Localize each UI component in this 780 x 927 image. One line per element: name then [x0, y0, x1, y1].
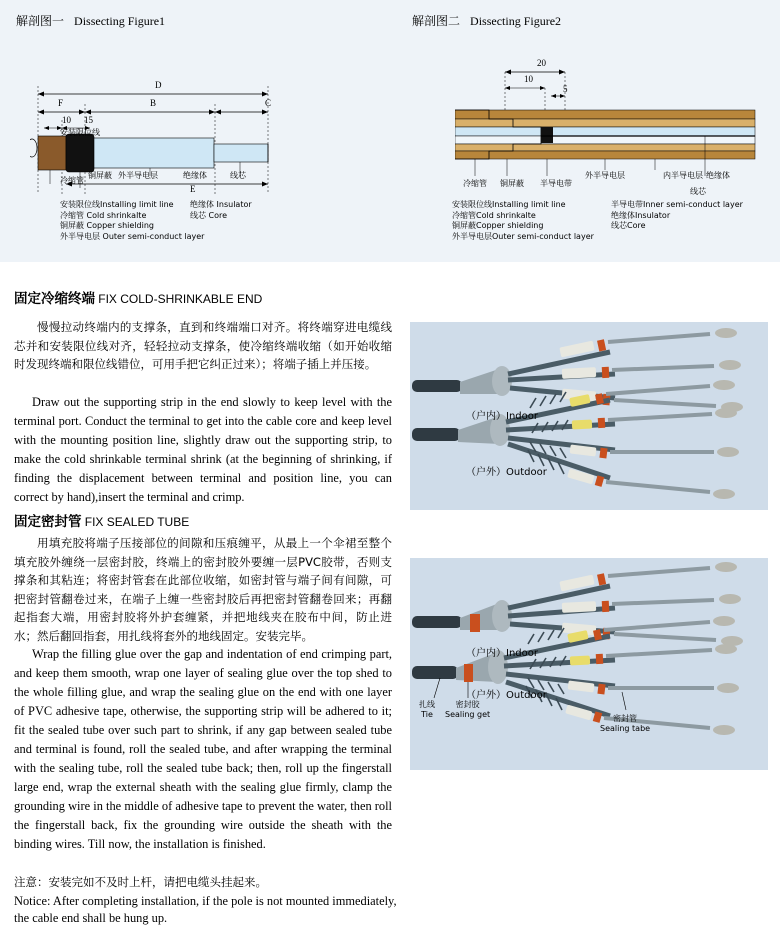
figure2-label-semi-tape: 半导电带 [540, 179, 572, 188]
photo2-illustration [410, 558, 768, 770]
section1-chinese-paragraph: 慢慢拉动终端内的支撑条，直到和终端端口对齐。将终端穿进电缆线芯并和安装限位线对齐，轻轻拉动支撑条，使冷缩终端收缩（如开始收缩时发现终端和限位线错位，可用手把它纠正过来）；将端子插上并压接。 [14, 320, 392, 371]
figure2-title-cn: 解剖图二 [412, 14, 461, 28]
section1-heading [14, 287, 262, 307]
figure2-legend2-item-2: 线芯Core [611, 221, 646, 230]
photo1-illustration [410, 322, 768, 510]
figure2-title-en: Dissecting Figure2 [470, 14, 562, 28]
figure2-legend-item-3: 外半导电层Outer semi-conduct layer [452, 231, 594, 241]
photo2-callout-sealing-glue: 密封胶 Sealing get [445, 700, 491, 719]
figure2-legend2-item-1: 绝缘体Insulator [611, 210, 671, 220]
figure1-dim-15: 15 [84, 115, 93, 125]
section1-english-paragraph: Draw out the supporting strip in the end slowly to keep level with the terminal port. Conduct the terminal to get into the cable core and keep level with the mounting position line, slightly draw out the supporting strip, to make the cold shrinkable terminal shrink (at the beginning of shrinking, if finding the displacement between terminal and position line, you can correct by hand),insert the terminal and crimp. [14, 395, 392, 504]
notice-chinese: 注意：安装完如不及时上杆，请把电缆头挂起来。 [14, 875, 267, 889]
figure1-legend-item-0: 安装限位线Installing limit line [60, 200, 174, 209]
photo1-outdoor-label: （户外）Outdoor [466, 467, 547, 478]
figure1-legend-item-1: 冷缩管 Cold shrinkalte [60, 210, 147, 220]
photo-cold-shrinkable-end [410, 322, 768, 510]
figure2-label-outer-semi: 外半导电层 [585, 171, 625, 180]
figure1-title-cn: 解剖图一 [16, 14, 65, 28]
figure1-legend-left [60, 200, 204, 242]
figure1-label-core: 线芯 [230, 171, 246, 180]
figure1-dim-F: F [58, 98, 64, 108]
section2-heading-en: FIX SEALED TUBE [84, 515, 190, 529]
figure1-title-en: Dissecting Figure1 [74, 14, 166, 28]
photo2-callout-tie: 扎线 Tie [419, 700, 435, 719]
figure1-title [16, 12, 165, 29]
figure1-legend-right [190, 200, 252, 221]
figure1-label-copper: 铜屏蔽 [88, 171, 112, 180]
figure2-legend-item-1: 冷缩管Cold shrinkalte [452, 210, 536, 220]
figure1-legend-item-3: 外半导电层 Outer semi-conduct layer [60, 231, 205, 241]
diagrams-panel [0, 0, 780, 262]
section1-heading-cn: 固定冷缩终端 [14, 291, 95, 307]
figure1-dim-C: C [265, 98, 272, 108]
figure1-dim-10: 10 [62, 115, 71, 125]
figure1-dim-B: B [150, 98, 157, 108]
figure1-dim-E: E [190, 184, 196, 194]
section1-heading-en: FIX COLD-SHRINKABLE END [98, 292, 263, 306]
section2-english-paragraph: Wrap the filling glue over the gap and indentation of end crimping part, and keep them smooth, wrap one layer of sealing glue over the top shed to the whole filling glue, and wrap the sealing glue on the end with one layer of PVC adhesive tape, otherwise, the supporting strip will be adhered to it; fit the sealed tube over such part to shrink, if any gap between sealed tube and terminal is found, roll the sealed tube, and after wrapping the terminal with the sealing tube, roll the sealed tube back; then, roll up the fingerstall large end, wrap the external sheath with the sealing glue firmly, clamp the grounding wire in the middle of adhesive tape to prevent the water, then roll the fingerstall back, fix the grounding wire outside the sheath with the binding wires. Till now, the installation is finished. [14, 647, 392, 851]
figure2-dim-5: 5 [563, 84, 568, 94]
figure1-legend2-item-1: 线芯 Core [190, 210, 228, 220]
figure1-label-insulator: 绝缘体 [183, 171, 207, 180]
figure2-dim-10: 10 [524, 74, 533, 84]
photo2-indoor-label: （户内）Indoor [466, 648, 538, 659]
notice-english: Notice: After completing installation, if the pole is not mounted immediately, the cable end shall be hung up. [14, 894, 397, 925]
figure2-dim-20: 20 [537, 58, 546, 68]
figure2-legend-item-0: 安装限位线Installing limit line [452, 200, 566, 209]
photo2-outdoor-label: （户外）Outdoor [466, 690, 547, 701]
figure1-legend2-item-0: 绝缘体 Insulator [190, 200, 252, 209]
figure1-dim-D: D [155, 80, 162, 90]
figure1-label-limit-line: 安装限位线 [60, 128, 100, 137]
figure2-label-core: 线芯 [690, 187, 706, 196]
figure2-legend-left [452, 200, 594, 242]
figure2-label-insulator: 绝缘体 [706, 171, 730, 180]
figure2-title [412, 12, 561, 29]
photo1-indoor-label: （户内）Indoor [466, 411, 538, 422]
figure1-label-outer-semi: 外半导电层 [118, 171, 158, 180]
figure1-label-cold-tube: 冷缩管 [60, 176, 84, 185]
section2-heading-cn: 固定密封管 [14, 514, 82, 530]
figure2-drawing [455, 58, 775, 188]
photo2-callout-sealing-tube: 密封管 Sealing tabe [600, 714, 651, 733]
figure2-legend-right [611, 200, 743, 232]
figure2-label-cold-tube: 冷缩管 [463, 179, 487, 188]
figure2-label-inner-semi: 内半导电层 [663, 171, 703, 180]
section2-chinese-paragraph: 用填充胶将端子压接部位的间隙和压痕缠平，从最上一个伞裙至整个填充胶外缠绕一层密封胶，终端上的密封胶外要缠一层PVC胶带，否则支撑条和其粘连；将密封管套在此部位收缩，如密封管与端子间有间隙，可把密封管翻卷过来，在端子上缠一些密封胶后再把密封管翻卷回来；再翻起指套大端，用密封胶将外护套缠紧，并把地线夹在胶布中间，防止进水；然后翻回指套，用扎线将套外的地线固定。安装完毕。 [14, 536, 392, 643]
section2-heading [14, 510, 189, 530]
photo-sealed-tube [410, 558, 768, 770]
figure2-legend-item-2: 铜屏蔽Copper shielding [452, 221, 544, 230]
figure1-legend-item-2: 铜屏蔽 Copper shielding [60, 221, 154, 230]
figure2-legend2-item-0: 半导电带Inner semi-conduct layer [611, 200, 743, 209]
figure2-label-copper: 铜屏蔽 [500, 179, 524, 188]
